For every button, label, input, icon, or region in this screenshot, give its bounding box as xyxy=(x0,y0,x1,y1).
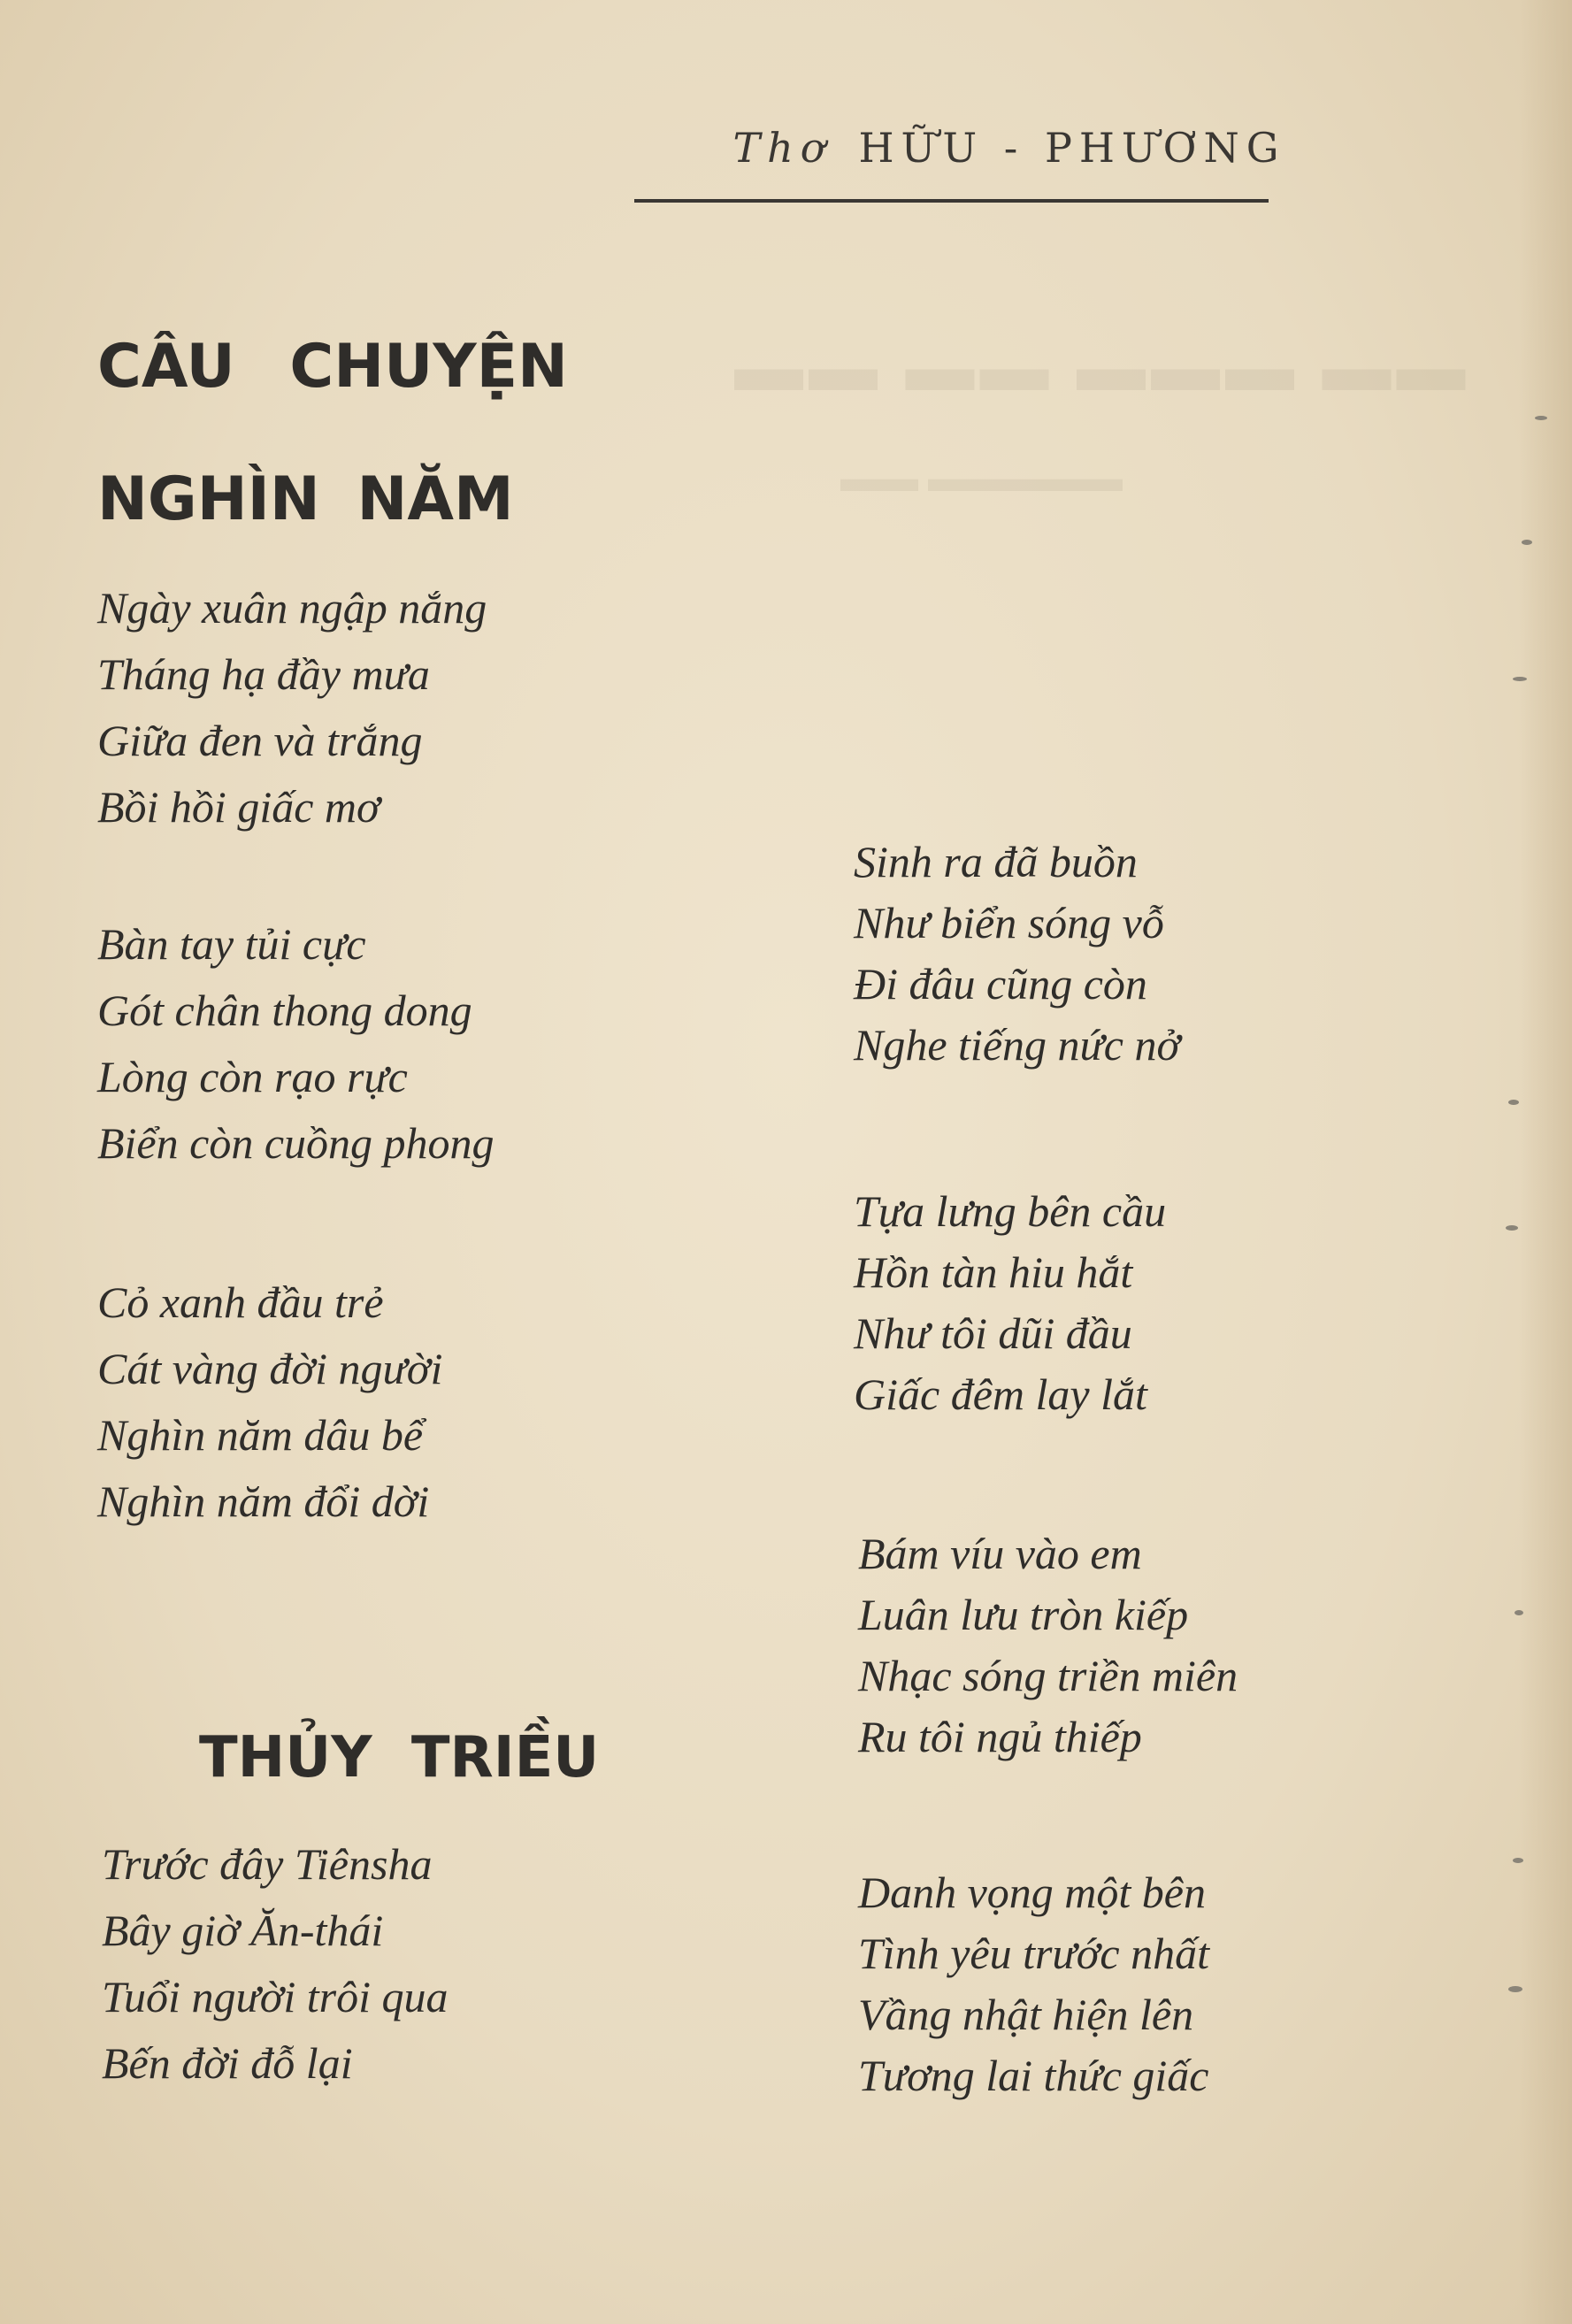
show-through-title: ▬▬ ▬▬ ▬▬▬ ▬▬ xyxy=(734,328,1471,405)
verse-line: Tình yêu trước nhất xyxy=(858,1929,1209,1978)
poem2-stanza-3 xyxy=(854,1181,1166,1425)
verse-line: Cỏ xanh đầu trẻ xyxy=(97,1277,384,1327)
paper-speck xyxy=(1506,1225,1518,1231)
poem1-stanza-3 xyxy=(97,1269,442,1535)
verse-line: Bàn tay tủi cực xyxy=(97,919,366,969)
verse-line: Nghe tiếng nức nở xyxy=(854,1020,1181,1070)
verse-line: Bám víu vào em xyxy=(858,1529,1142,1578)
verse-line: Như biển sóng vỗ xyxy=(854,898,1164,947)
header-rule xyxy=(634,199,1269,203)
verse-line: Sinh ra đã buồn xyxy=(854,837,1138,886)
poem2-title: THỦY TRIỀU xyxy=(199,1725,600,1791)
poem1-stanza-1 xyxy=(97,575,487,840)
verse-line: Tháng hạ đầy mưa xyxy=(97,649,430,699)
verse-line: Nghìn năm đổi dời xyxy=(97,1476,430,1526)
verse-line: Trước đây Tiênsha xyxy=(102,1839,433,1889)
paper-speck xyxy=(1508,1100,1519,1105)
verse-line: Như tôi dũi đầu xyxy=(854,1308,1132,1358)
verse-line: Hồn tàn hiu hắt xyxy=(854,1247,1133,1297)
verse-line: Vầng nhật hiện lên xyxy=(858,1990,1194,2039)
verse-line: Đi đâu cũng còn xyxy=(854,959,1147,1009)
verse-line: Gót chân thong dong xyxy=(97,986,472,1035)
verse-line: Bây giờ Ăn-thái xyxy=(102,1906,384,1955)
verse-line: Tuổi người trôi qua xyxy=(102,1972,449,2021)
verse-line: Nghìn năm dâu bể xyxy=(97,1410,424,1460)
verse-line: Luân lưu tròn kiếp xyxy=(858,1590,1189,1639)
show-through-byline: ▬▬ ▬▬▬▬▬ xyxy=(840,456,1123,500)
verse-line: Ru tôi ngủ thiếp xyxy=(858,1712,1142,1761)
paper-speck xyxy=(1513,677,1527,681)
paper-speck xyxy=(1514,1610,1523,1615)
poem1-title-line1: CÂU CHUYỆN xyxy=(97,332,568,402)
paper-speck xyxy=(1513,1858,1523,1863)
verse-line: Lòng còn rạo rực xyxy=(97,1052,408,1101)
poem1-title-line2: NGHÌN NĂM xyxy=(97,464,514,534)
verse-line: Bồi hồi giấc mơ xyxy=(97,782,380,832)
verse-line: Giữa đen và trắng xyxy=(97,716,423,765)
verse-line: Tựa lưng bên cầu xyxy=(854,1186,1167,1236)
poem2-stanza-1 xyxy=(102,1831,449,2097)
paper-speck xyxy=(1535,416,1547,420)
verse-line: Cát vàng đời người xyxy=(97,1344,443,1393)
verse-line: Tương lai thức giấc xyxy=(858,2051,1209,2100)
poem2-stanza-2 xyxy=(854,832,1180,1076)
poem1-stanza-2 xyxy=(97,911,495,1177)
poem2-stanza-5 xyxy=(858,1862,1209,2106)
byline-author: HỮU - PHƯƠNG xyxy=(858,124,1286,172)
verse-line: Ngày xuân ngập nắng xyxy=(97,583,487,633)
verse-line: Biển còn cuồng phong xyxy=(97,1118,495,1168)
verse-line: Danh vọng một bên xyxy=(858,1868,1206,1917)
paper-speck xyxy=(1522,540,1532,545)
author-byline xyxy=(634,124,1384,172)
verse-line: Giấc đêm lay lắt xyxy=(854,1369,1147,1419)
paper-speck xyxy=(1508,1986,1522,1992)
verse-line: Nhạc sóng triền miên xyxy=(858,1651,1238,1700)
byline-prefix: Thơ xyxy=(732,124,832,172)
page-edge-shadow xyxy=(1519,0,1572,2324)
verse-line: Bến đời đỗ lại xyxy=(102,2038,353,2088)
poem2-stanza-4 xyxy=(858,1523,1238,1768)
